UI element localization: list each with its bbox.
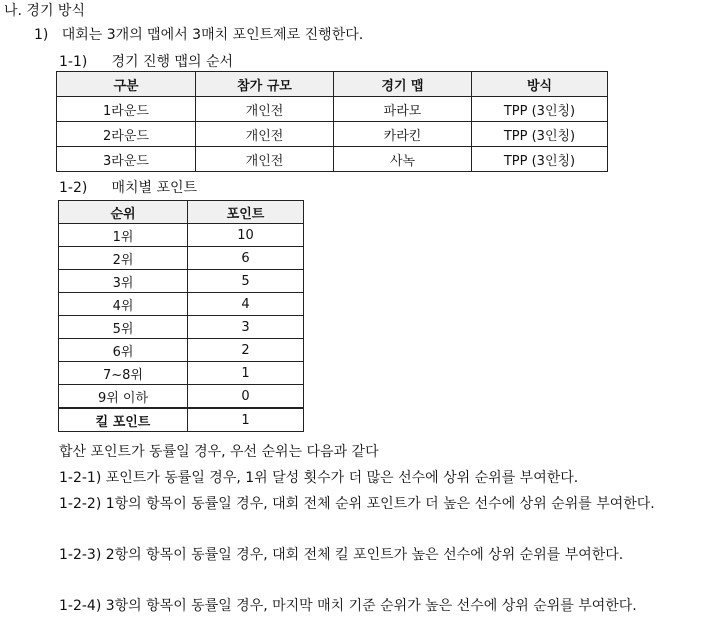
table-cell: 파라모 — [334, 97, 472, 122]
points-cell: 6 — [188, 247, 304, 270]
table-cell: 사녹 — [334, 147, 472, 172]
rank-cell: 7~8위 — [59, 362, 188, 385]
kill-points-row — [59, 408, 304, 432]
table-row — [57, 122, 608, 147]
item-1-1-text: 경기 진행 맵의 순서 — [111, 54, 233, 70]
table-cell: 1라운드 — [57, 97, 196, 122]
rank-cell: 2위 — [59, 247, 188, 270]
table-row — [57, 147, 608, 172]
points-cell: 4 — [188, 293, 304, 316]
item-1-number: 1) — [34, 27, 49, 43]
table-cell: TPP (3인칭) — [472, 97, 608, 122]
table-row — [59, 270, 304, 293]
rank-cell: 4위 — [59, 293, 188, 316]
tie-break-intro: 합산 포인트가 동률일 경우, 우선 순위는 다음과 같다 — [59, 444, 379, 460]
item-1-1-number: 1-1) — [59, 54, 88, 70]
item-1-text: 대회는 3개의 맵에서 3매치 포인트제로 진행한다. — [61, 27, 364, 43]
rank-cell: 3위 — [59, 270, 188, 293]
item-1-2 — [59, 177, 197, 197]
table-cell: 개인전 — [196, 97, 334, 122]
table-cell: 개인전 — [196, 122, 334, 147]
points-cell: 0 — [188, 385, 304, 409]
points-cell: 10 — [188, 224, 304, 247]
item-1-1 — [59, 51, 233, 71]
table-row — [57, 97, 608, 122]
item-1 — [34, 24, 363, 44]
rank-cell: 6위 — [59, 339, 188, 362]
rank-cell: 9위 이하 — [59, 385, 188, 409]
table-row — [59, 293, 304, 316]
table-row — [59, 247, 304, 270]
table-row — [59, 339, 304, 362]
points-cell: 3 — [188, 316, 304, 339]
item-1-2-text: 매치별 포인트 — [111, 180, 198, 196]
table-cell: 개인전 — [196, 147, 334, 172]
table-cell: TPP (3인칭) — [472, 122, 608, 147]
header-cell: 포인트 — [188, 201, 304, 224]
table-row — [59, 362, 304, 385]
header-cell: 경기 맵 — [334, 72, 472, 97]
header-cell: 방식 — [472, 72, 608, 97]
tie-break-rule-4: 1-2-4) 3항의 항목이 동률일 경우, 마지막 매치 기준 순위가 높은 선수에 상위 순위를 부여한다. — [59, 598, 637, 614]
table-row — [59, 224, 304, 247]
tie-break-rule-2: 1-2-2) 1항의 항목이 동률일 경우, 대회 전체 순위 포인트가 더 높은 선수에 상위 순위를 부여한다. — [59, 496, 655, 512]
table-row — [59, 316, 304, 339]
header-cell: 참가 규모 — [196, 72, 334, 97]
table-header-row — [57, 72, 608, 97]
tie-break-rule-3: 1-2-3) 2항의 항목이 동률일 경우, 대회 전체 킬 포인트가 높은 선수에 상위 순위를 부여한다. — [59, 547, 624, 563]
kill-points-label: 킬 포인트 — [59, 408, 188, 432]
map-order-table — [56, 71, 608, 172]
header-cell: 순위 — [59, 201, 188, 224]
table-cell: TPP (3인칭) — [472, 147, 608, 172]
points-cell: 2 — [188, 339, 304, 362]
rank-cell: 5위 — [59, 316, 188, 339]
table-cell: 2라운드 — [57, 122, 196, 147]
tie-break-rule-1: 1-2-1) 포인트가 동률일 경우, 1위 달성 횟수가 더 많은 선수에 상위 순위를 부여한다. — [59, 470, 579, 486]
points-cell: 1 — [188, 362, 304, 385]
table-cell: 3라운드 — [57, 147, 196, 172]
header-cell: 구분 — [57, 72, 196, 97]
match-points-table — [58, 200, 304, 432]
section-title: 나. 경기 방식 — [4, 3, 85, 19]
points-cell: 5 — [188, 270, 304, 293]
kill-points-value: 1 — [188, 408, 304, 432]
table-row — [59, 385, 304, 409]
table-header-row — [59, 201, 304, 224]
rank-cell: 1위 — [59, 224, 188, 247]
table-cell: 카라킨 — [334, 122, 472, 147]
item-1-2-number: 1-2) — [59, 180, 88, 196]
